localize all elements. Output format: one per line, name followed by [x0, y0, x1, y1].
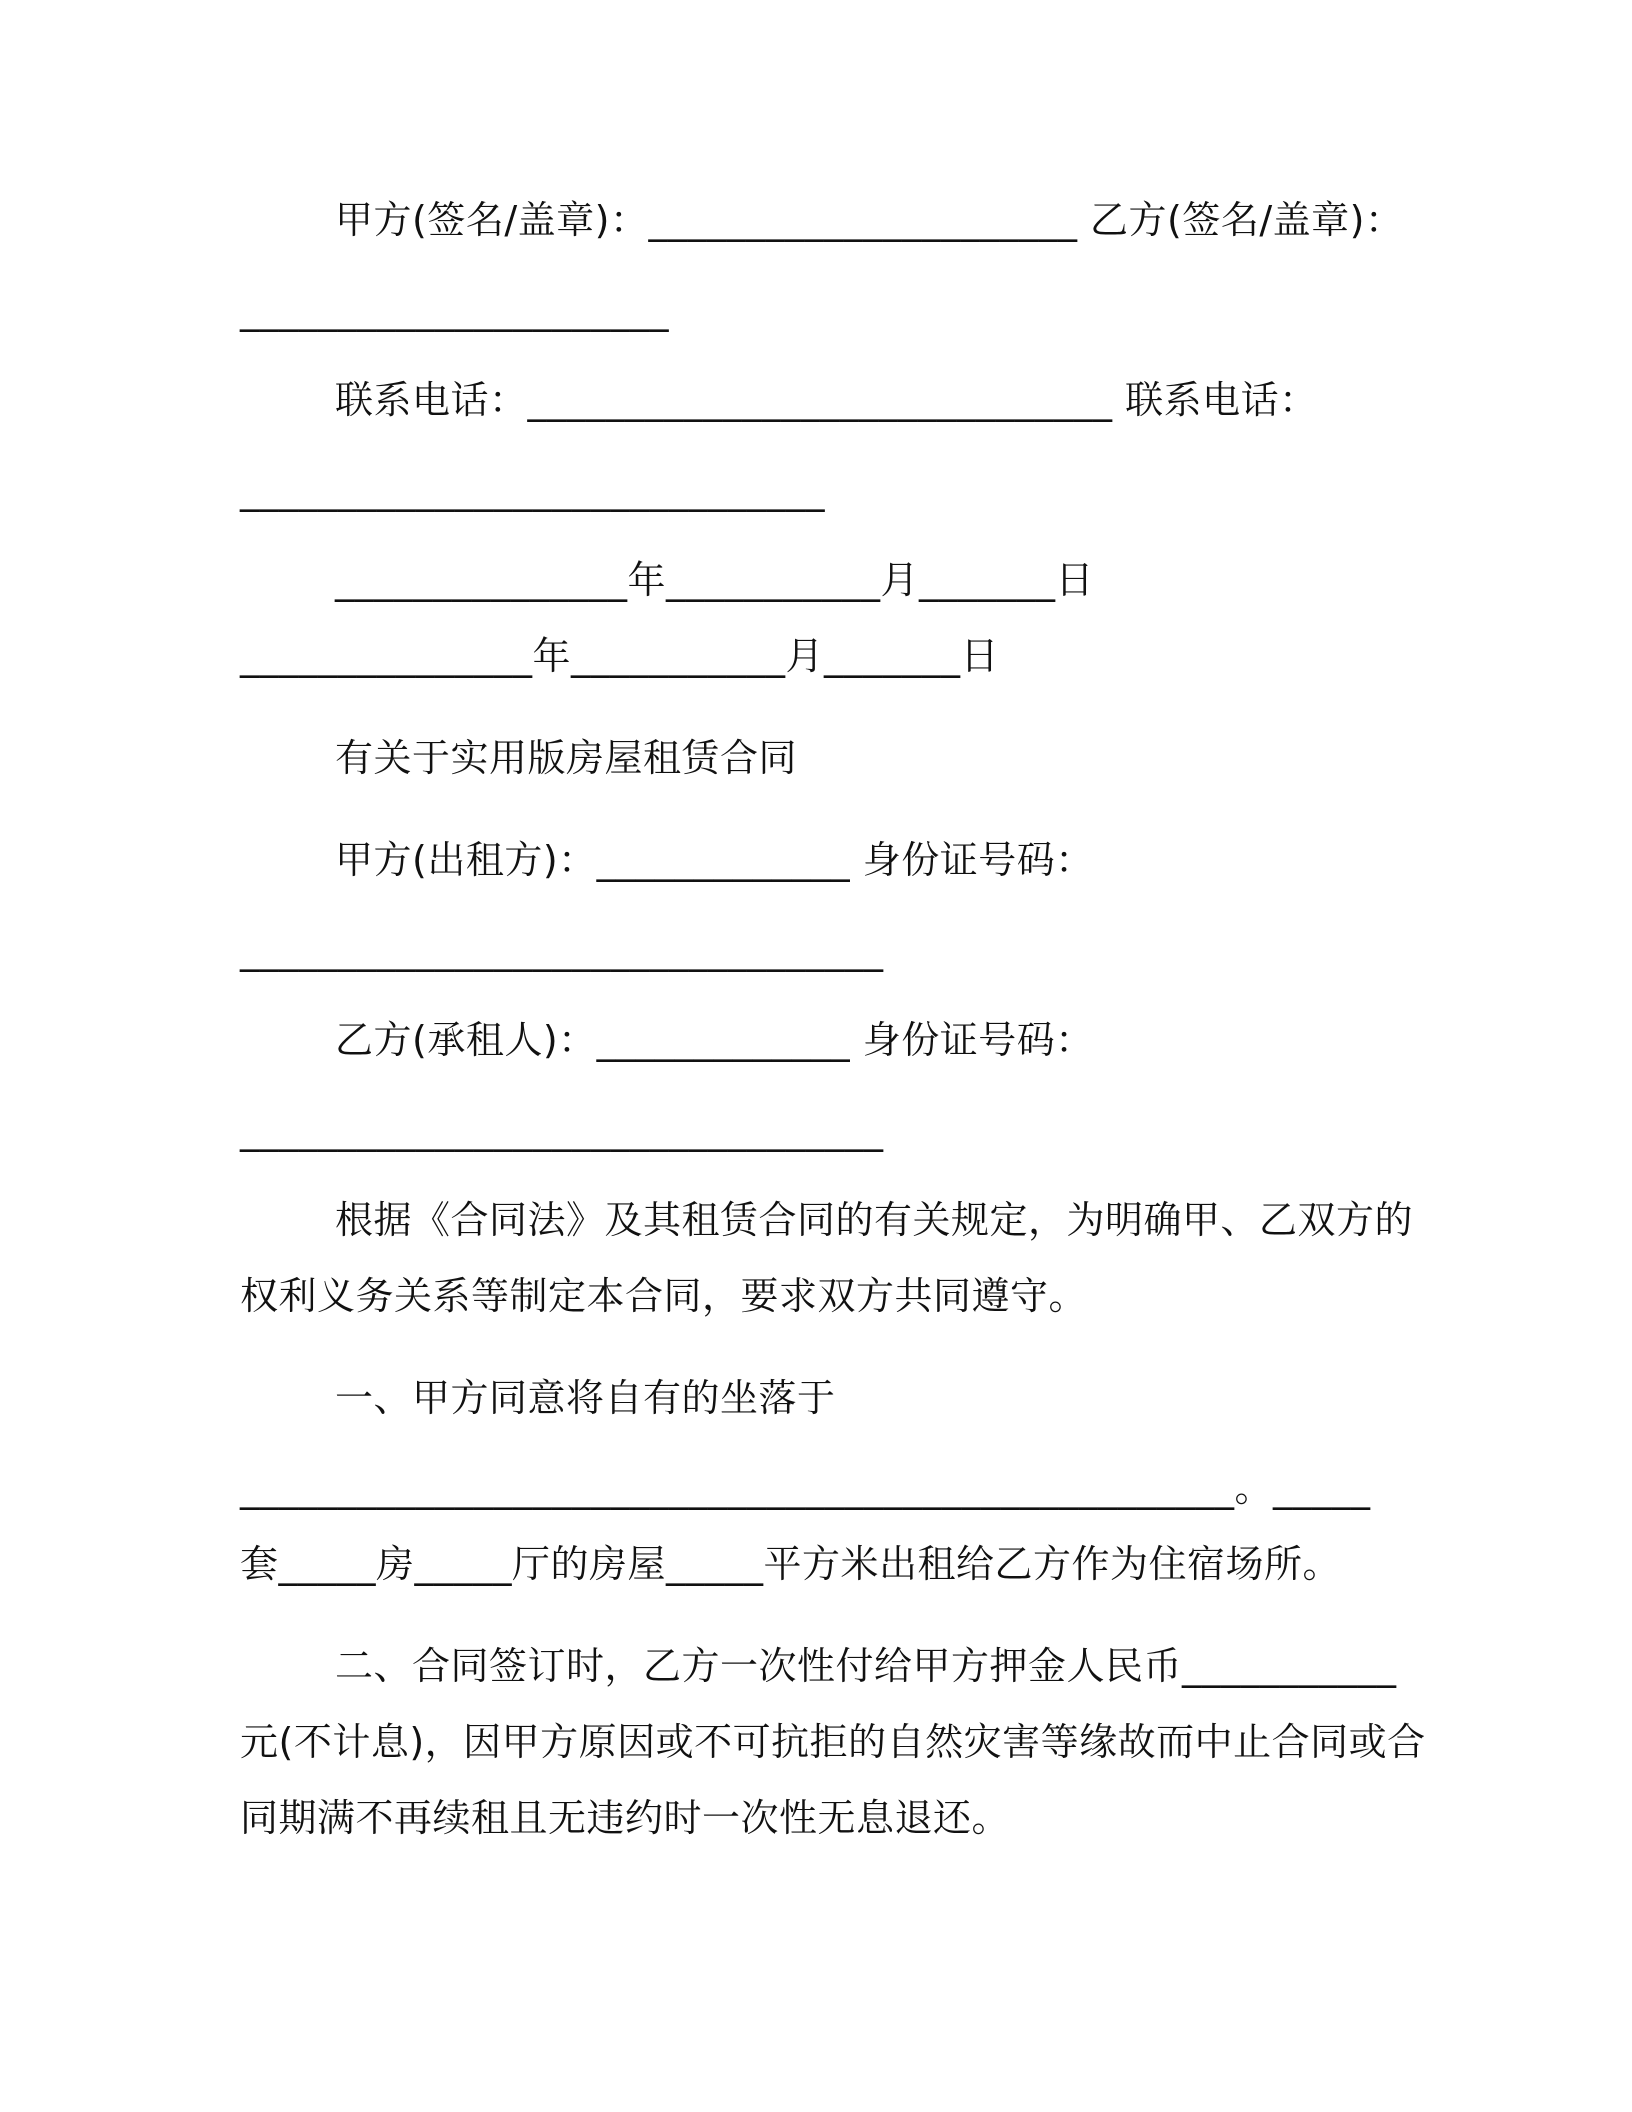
clause-1-line-1: 一、甲方同意将自有的坐落于: [335, 1376, 836, 1420]
clause-1-line-3: 套_____房_____厅的房屋_____平方米出租给乙方作为住宿场所。: [240, 1542, 1342, 1586]
clause-2-line-1: 二、合同签订时，乙方一次性付给甲方押金人民币___________: [335, 1644, 1397, 1688]
contact-phone-blank: ______________________________: [240, 468, 825, 512]
lessee-id-blank: _________________________________: [240, 1108, 884, 1152]
lessor-line: 甲方(出租方)：_____________ 身份证号码：: [335, 838, 1094, 882]
date-line-a: _______________年___________月_______日: [335, 558, 1095, 602]
party-b-signature-blank: ______________________: [240, 288, 669, 332]
preamble-line-1: 根据《合同法》及其租赁合同的有关规定，为明确甲、乙双方的: [335, 1198, 1414, 1242]
party-a-b-signature-line: 甲方(签名/盖章)：______________________ 乙方(签名/盖章)：: [335, 198, 1404, 242]
preamble-line-2: 权利义务关系等制定本合同，要求双方共同遵守。: [240, 1274, 1088, 1318]
clause-2-line-2: 元(不计息)，因甲方原因或不可抗拒的自然灾害等缘故而中止合同或合: [240, 1720, 1426, 1764]
contact-phone-line: 联系电话：______________________________ 联系电话：: [335, 378, 1318, 422]
lessee-line: 乙方(承租人)：_____________ 身份证号码：: [335, 1018, 1094, 1062]
clause-1-line-2: ___________________________________________________。_____: [240, 1466, 1371, 1510]
clause-2-line-3: 同期满不再续租且无违约时一次性无息退还。: [240, 1796, 1011, 1840]
date-line-b: _______________年___________月_______日: [240, 634, 1000, 678]
contract-title: 有关于实用版房屋租赁合同: [335, 736, 798, 780]
lessor-id-blank: _________________________________: [240, 928, 884, 972]
